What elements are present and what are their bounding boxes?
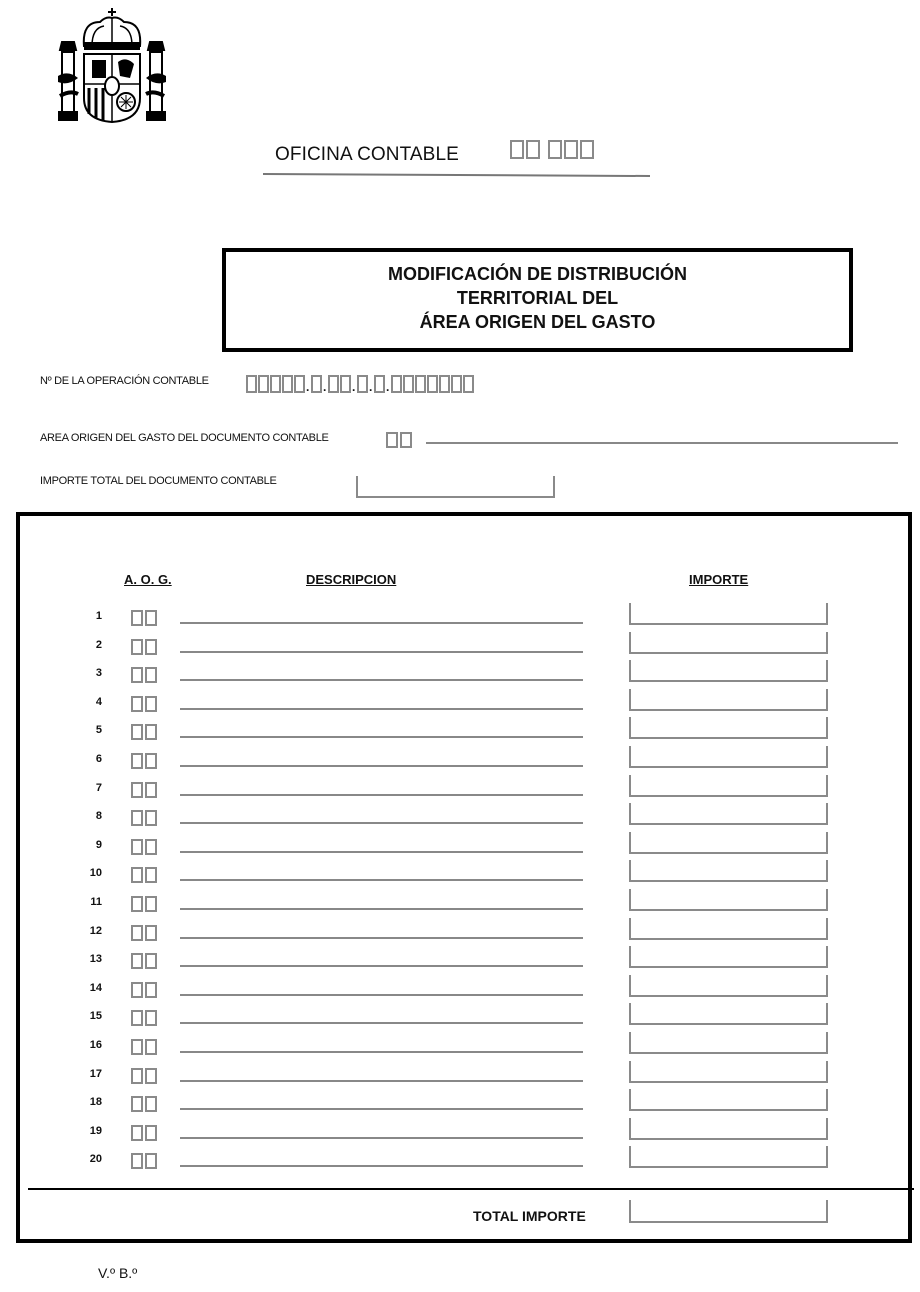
code-box [131, 1039, 143, 1055]
importe-field[interactable] [629, 746, 828, 768]
code-box [145, 925, 157, 941]
descripcion-field[interactable] [180, 736, 583, 738]
importe-field[interactable] [629, 603, 828, 625]
importe-total-label: IMPORTE TOTAL DEL DOCUMENTO CONTABLE [40, 475, 277, 487]
digit-box [294, 375, 305, 393]
code-box [131, 867, 143, 883]
code-box [145, 667, 157, 683]
descripcion-field[interactable] [180, 908, 583, 910]
importe-field[interactable] [629, 975, 828, 997]
digit-box [403, 375, 414, 393]
code-box [145, 896, 157, 912]
importe-field[interactable] [629, 1146, 828, 1168]
code-box [131, 953, 143, 969]
importe-field[interactable] [629, 775, 828, 797]
digit-box [391, 375, 402, 393]
code-box [131, 782, 143, 798]
code-box [131, 724, 143, 740]
descripcion-field[interactable] [180, 679, 583, 681]
oficina-underline [263, 173, 650, 177]
code-box [145, 639, 157, 655]
row-number: 17 [89, 1068, 102, 1080]
descripcion-field[interactable] [180, 708, 583, 710]
row-number: 2 [95, 639, 102, 651]
code-box [145, 1125, 157, 1141]
row-number: 6 [95, 753, 102, 765]
aog-code-field[interactable] [131, 865, 159, 883]
aog-code-field[interactable] [131, 665, 159, 683]
code-box [131, 639, 143, 655]
row-number: 4 [95, 696, 102, 708]
importe-field[interactable] [629, 1118, 828, 1140]
aog-code-field[interactable] [131, 951, 159, 969]
digit-box [415, 375, 426, 393]
digit-box [374, 375, 385, 393]
code-box [145, 953, 157, 969]
code-box [386, 432, 398, 448]
coat-of-arms-icon [56, 6, 168, 126]
area-origen-code-field[interactable] [386, 430, 414, 448]
total-importe-field[interactable] [629, 1200, 828, 1223]
digit-box [427, 375, 438, 393]
row-number: 3 [95, 667, 102, 679]
separator-dot: . [369, 380, 373, 394]
aog-code-field[interactable] [131, 608, 159, 626]
row-number: 18 [89, 1096, 102, 1108]
code-box [131, 839, 143, 855]
total-importe-label: TOTAL IMPORTE [473, 1208, 586, 1224]
aog-code-field[interactable] [131, 1008, 159, 1026]
code-box [145, 839, 157, 855]
code-box [131, 667, 143, 683]
code-box [564, 140, 578, 159]
visto-bueno-label: V.º B.º [98, 1265, 138, 1281]
operacion-number-field[interactable] [246, 375, 475, 393]
importe-field[interactable] [629, 1003, 828, 1025]
code-box [145, 610, 157, 626]
operacion-label: Nº DE LA OPERACIÓN CONTABLE [40, 375, 209, 387]
aog-code-field[interactable] [131, 837, 159, 855]
aog-code-field[interactable] [131, 637, 159, 655]
oficina-code-field[interactable] [510, 140, 596, 159]
code-box [145, 724, 157, 740]
code-box [131, 1068, 143, 1084]
descripcion-field[interactable] [180, 1108, 583, 1110]
code-box [145, 1096, 157, 1112]
aog-code-field[interactable] [131, 751, 159, 769]
code-box [145, 982, 157, 998]
code-box [131, 1125, 143, 1141]
area-origen-description-field[interactable] [426, 442, 898, 444]
total-separator [28, 1188, 914, 1190]
digit-box [357, 375, 368, 393]
descripcion-field[interactable] [180, 1165, 583, 1167]
row-number: 9 [95, 839, 102, 851]
importe-field[interactable] [629, 918, 828, 940]
column-header-importe: IMPORTE [689, 572, 749, 587]
title-line-2: TERRITORIAL DEL [456, 288, 619, 308]
row-number: 13 [89, 953, 102, 965]
descripcion-field[interactable] [180, 965, 583, 967]
aog-code-field[interactable] [131, 980, 159, 998]
separator-dot: . [386, 380, 390, 394]
importe-total-field[interactable] [356, 476, 555, 498]
digit-box [328, 375, 339, 393]
code-box [131, 610, 143, 626]
column-header-aog: A. O. G. [124, 572, 172, 587]
row-number: 8 [95, 810, 102, 822]
code-box [400, 432, 412, 448]
code-box [145, 1153, 157, 1169]
aog-code-field[interactable] [131, 722, 159, 740]
descripcion-field[interactable] [180, 879, 583, 881]
document-title-box [222, 248, 853, 352]
code-box [145, 696, 157, 712]
digit-box [439, 375, 450, 393]
aog-code-field[interactable] [131, 808, 159, 826]
row-number: 7 [95, 782, 102, 794]
code-box [145, 867, 157, 883]
importe-field[interactable] [629, 1032, 828, 1054]
aog-code-field[interactable] [131, 694, 159, 712]
importe-field[interactable] [629, 832, 828, 854]
code-box [131, 896, 143, 912]
digit-box [246, 375, 257, 393]
separator-dot: . [323, 380, 327, 394]
code-box [145, 810, 157, 826]
descripcion-field[interactable] [180, 765, 583, 767]
separator-dot: . [306, 380, 310, 394]
aog-code-field[interactable] [131, 1037, 159, 1055]
code-box [131, 925, 143, 941]
title-line-3: ÁREA ORIGEN DEL GASTO [419, 312, 656, 332]
digit-box [270, 375, 281, 393]
code-box [131, 1010, 143, 1026]
row-number: 12 [89, 925, 102, 937]
importe-field[interactable] [629, 860, 828, 882]
oficina-contable-label: OFICINA CONTABLE [275, 144, 459, 165]
importe-field[interactable] [629, 660, 828, 682]
descripcion-field[interactable] [180, 622, 583, 624]
aog-code-field[interactable] [131, 780, 159, 798]
digit-box [340, 375, 351, 393]
row-number: 16 [89, 1039, 102, 1051]
importe-field[interactable] [629, 1089, 828, 1111]
descripcion-field[interactable] [180, 937, 583, 939]
importe-field[interactable] [629, 889, 828, 911]
row-number: 5 [95, 724, 102, 736]
aog-code-field[interactable] [131, 1066, 159, 1084]
aog-code-field[interactable] [131, 923, 159, 941]
separator-dot: . [352, 380, 356, 394]
descripcion-field[interactable] [180, 1051, 583, 1053]
row-number: 11 [90, 896, 102, 908]
descripcion-field[interactable] [180, 1022, 583, 1024]
row-number: 10 [89, 867, 102, 879]
code-box [548, 140, 562, 159]
aog-code-field[interactable] [131, 1123, 159, 1141]
code-box [145, 782, 157, 798]
code-box [131, 1153, 143, 1169]
code-box [131, 982, 143, 998]
importe-field[interactable] [629, 946, 828, 968]
importe-field[interactable] [629, 1061, 828, 1083]
importe-field[interactable] [629, 689, 828, 711]
column-header-descripcion: DESCRIPCION [306, 572, 397, 587]
descripcion-field[interactable] [180, 822, 583, 824]
digit-box [451, 375, 462, 393]
descripcion-field[interactable] [180, 794, 583, 796]
descripcion-field[interactable] [180, 851, 583, 853]
title-line-1: MODIFICACIÓN DE DISTRIBUCIÓN [388, 264, 687, 284]
code-box [145, 753, 157, 769]
row-number: 14 [89, 982, 102, 994]
code-box [131, 810, 143, 826]
code-box [510, 140, 524, 159]
code-box [131, 696, 143, 712]
aog-code-field[interactable] [131, 894, 159, 912]
digit-box [282, 375, 293, 393]
code-box [145, 1010, 157, 1026]
importe-field[interactable] [629, 803, 828, 825]
code-box [131, 1096, 143, 1112]
code-box [145, 1068, 157, 1084]
aog-code-field[interactable] [131, 1094, 159, 1112]
importe-field[interactable] [629, 717, 828, 739]
aog-code-field[interactable] [131, 1151, 159, 1169]
row-number: 15 [89, 1010, 102, 1022]
row-number: 1 [95, 610, 102, 622]
code-box [145, 1039, 157, 1055]
descripcion-field[interactable] [180, 1080, 583, 1082]
descripcion-field[interactable] [180, 651, 583, 653]
area-origen-label: AREA ORIGEN DEL GASTO DEL DOCUMENTO CONTABLE [40, 432, 329, 444]
code-box [580, 140, 594, 159]
code-box [131, 753, 143, 769]
digit-box [463, 375, 474, 393]
code-box [526, 140, 540, 159]
row-number: 20 [89, 1153, 102, 1165]
row-number: 19 [89, 1125, 102, 1137]
digit-box [311, 375, 322, 393]
digit-box [258, 375, 269, 393]
importe-field[interactable] [629, 632, 828, 654]
descripcion-field[interactable] [180, 1137, 583, 1139]
descripcion-field[interactable] [180, 994, 583, 996]
